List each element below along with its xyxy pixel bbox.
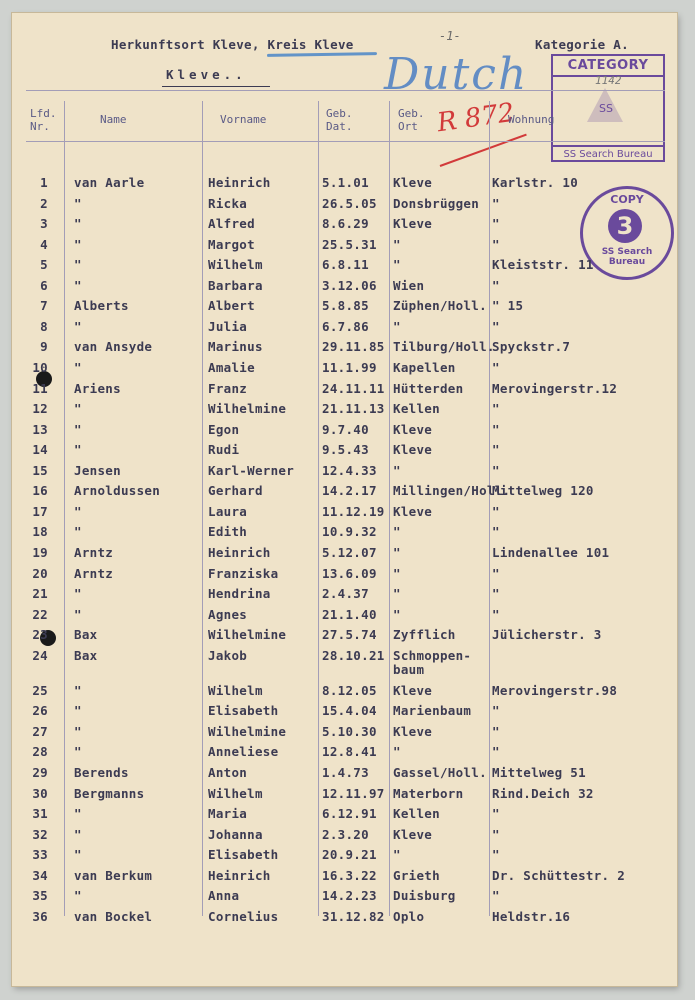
row-number: 16 [32,483,48,499]
table-row [12,627,677,647]
row-birth-place: " [393,744,401,760]
row-surname: " [74,442,82,458]
table-row [12,319,677,339]
table-row [12,504,677,524]
row-surname: Bax [74,627,98,643]
row-address: " [492,806,500,822]
table-row [12,339,677,359]
row-surname: " [74,682,82,698]
row-birth-place: " [393,565,401,581]
row-birth-place: Kapellen [393,360,456,375]
row-surname: " [74,723,82,739]
row-number: 15 [32,462,48,478]
row-surname: " [74,360,82,375]
row-first-name: Heinrich [208,175,271,190]
row-number: 30 [32,785,48,801]
row-birth-place: " [393,847,401,863]
row-surname: " [74,888,82,904]
copy-stamp-bureau: SS Search Bureau [601,247,653,267]
row-birth-place: Kleve [393,503,433,519]
row-address: Heldstr.16 [492,908,571,924]
row-birth-place: Kellen [393,806,440,822]
row-address: " [492,277,500,293]
row-first-name: Amalie [208,360,255,375]
row-surname: " [74,744,82,760]
row-number: 22 [32,606,48,622]
table-row [12,237,677,257]
row-first-name: Hendrina [208,586,271,601]
column-header-geb-dat: Geb. Dat. [326,107,353,133]
row-birth-date: 28.10.21 [322,647,385,663]
row-birth-place: Oplo [393,908,425,924]
row-birth-place: " [393,318,401,334]
table-row [12,724,677,744]
copy-stamp-label: COPY [610,193,644,206]
row-address: " [492,442,500,458]
row-birth-place: Kleve [393,682,433,698]
row-number: 32 [32,826,48,842]
row-birth-date: 9.5.43 [322,442,369,458]
row-birth-date: 24.11.11 [322,380,385,396]
row-first-name: Heinrich [208,867,271,883]
row-number: 23 [32,627,48,643]
row-birth-place: " [393,544,401,560]
row-number: 21 [32,586,48,601]
row-surname: " [74,421,82,437]
row-surname: Jensen [74,462,121,478]
row-number: 29 [32,765,48,780]
table-row [12,298,677,318]
row-birth-date: 6.7.86 [322,318,369,334]
row-number: 28 [32,744,48,760]
row-birth-place: Zyfflich [393,627,456,643]
row-address: Lindenallee 101 [492,544,610,560]
row-first-name: Gerhard [208,483,263,499]
row-birth-date: 8.6.29 [322,216,369,232]
row-number: 20 [32,565,48,581]
row-birth-place: Kleve [393,421,433,437]
table-row [12,422,677,442]
row-first-name: Wilhelm [208,257,263,273]
row-address: " [492,847,500,863]
row-birth-date: 16.3.22 [322,867,377,883]
row-first-name: Anna [208,888,240,904]
category-label: Kategorie A. [535,37,629,52]
row-surname: " [74,277,82,293]
column-header-nr: Lfd. Nr. [30,107,57,133]
place-title: Kleve.. [166,67,247,82]
row-address: Spyckstr.7 [492,339,571,355]
row-address: " [492,195,500,211]
row-first-name: Rudi [208,442,240,458]
row-address: " 15 [492,298,524,314]
row-surname: Arntz [74,544,114,560]
row-first-name: Heinrich [208,544,271,560]
row-birth-place: " [393,257,401,273]
row-surname: " [74,257,82,273]
place-title-underline [162,86,270,87]
row-birth-date: 27.5.74 [322,627,377,643]
row-surname: " [74,826,82,842]
row-address: " [492,421,500,437]
row-first-name: Albert [208,298,255,314]
table-header-rule [26,141,665,142]
row-address: Mittelweg 51 [492,765,586,780]
copy-stamp-number: 3 [608,209,642,243]
row-birth-place: Duisburg [393,888,456,904]
row-number: 17 [32,503,48,519]
table-row [12,888,677,908]
table-row [12,607,677,627]
row-birth-place: " [393,462,401,478]
row-first-name: Johanna [208,826,263,842]
stamp-pencil-note: 1142 [595,74,622,87]
table-row [12,566,677,586]
table-row [12,703,677,723]
row-first-name: Karl-Werner [208,462,295,478]
row-birth-place: " [393,236,401,252]
row-first-name: Franz [208,380,248,396]
row-address: Merovingerstr.98 [492,682,618,698]
row-birth-date: 3.12.06 [322,277,377,293]
row-first-name: Ricka [208,195,248,211]
row-birth-date: 21.11.13 [322,401,385,417]
row-address: " [492,606,500,622]
table-row [12,765,677,785]
row-birth-date: 5.8.85 [322,298,369,314]
row-birth-place: Tilburg/Holl. [393,339,495,355]
table-row [12,175,677,195]
table-row [12,483,677,503]
table-row [12,868,677,888]
row-birth-date: 1.4.73 [322,765,369,780]
row-number: 5 [40,257,48,273]
row-birth-date: 26.5.05 [322,195,377,211]
row-address: " [492,744,500,760]
stamp-ss-mark: SS [599,102,613,115]
red-pencil-stroke [440,134,527,167]
row-address: " [492,888,500,904]
row-number: 24 [32,647,48,663]
row-address: " [492,524,500,540]
row-birth-date: 9.7.40 [322,421,369,437]
table-row [12,257,677,277]
column-header-wohnung: Wohnung [508,113,555,126]
row-address: " [492,401,500,417]
row-birth-date: 6.12.91 [322,806,377,822]
row-first-name: Elisabeth [208,847,279,863]
row-birth-place: Kleve [393,723,433,739]
row-first-name: Anton [208,765,248,780]
row-first-name: Wilhelmine [208,401,287,417]
row-first-name: Wilhelm [208,682,263,698]
row-birth-place: Züphen/Holl. [393,298,487,314]
row-number: 12 [32,401,48,417]
table-row [12,909,677,929]
table-row [12,381,677,401]
row-birth-place: Gassel/Holl. [393,765,487,780]
row-birth-date: 20.9.21 [322,847,377,863]
row-number: 25 [32,682,48,698]
row-birth-place: Marienbaum [393,703,472,719]
row-first-name: Marinus [208,339,263,355]
table-row [12,524,677,544]
row-surname: van Bockel [74,908,153,924]
row-number: 11 [32,380,48,396]
row-first-name: Alfred [208,216,255,232]
row-first-name: Edith [208,524,248,540]
row-birth-date: 12.4.33 [322,462,377,478]
row-first-name: Franziska [208,565,279,581]
row-number: 33 [32,847,48,863]
row-number: 4 [40,236,48,252]
row-address: Mittelweg 120 [492,483,594,499]
row-birth-date: 12.11.97 [322,785,385,801]
row-birth-place: Kleve [393,826,433,842]
table-row [12,586,677,606]
row-number: 18 [32,524,48,540]
row-number: 36 [32,908,48,924]
row-first-name: Elisabeth [208,703,279,719]
row-first-name: Margot [208,236,255,252]
row-birth-date: 14.2.23 [322,888,377,904]
row-birth-date: 12.8.41 [322,744,377,760]
row-address: " [492,462,500,478]
row-surname: " [74,503,82,519]
row-surname: van Berkum [74,867,153,883]
row-birth-place: Hütterden [393,380,464,396]
row-first-name: Cornelius [208,908,279,924]
document-page [12,13,677,986]
category-stamp [551,54,665,162]
row-surname: Arnoldussen [74,483,161,499]
row-birth-date: 25.5.31 [322,236,377,252]
row-address: Jülicherstr. 3 [492,627,602,643]
row-surname: van Aarle [74,175,145,190]
row-number: 8 [40,318,48,334]
column-header-geb-ort: Geb. Ort [398,107,425,133]
table-row [12,360,677,380]
row-first-name: Agnes [208,606,248,622]
row-first-name: Egon [208,421,240,437]
table-row [12,401,677,421]
row-address: " [492,565,500,581]
row-birth-date: 2.4.37 [322,586,369,601]
row-birth-place: Millingen/Holl. [393,483,511,499]
row-birth-date: 15.4.04 [322,703,377,719]
table-row [12,662,677,682]
row-surname: Arntz [74,565,114,581]
row-number: 1 [40,175,48,190]
table-row [12,847,677,867]
row-number: 2 [40,195,48,211]
table-top-rule [26,90,665,91]
row-surname: " [74,806,82,822]
row-birth-date: 8.12.05 [322,682,377,698]
row-surname: " [74,847,82,863]
row-address: Karlstr. 10 [492,175,579,190]
row-first-name: Wilhelm [208,785,263,801]
row-address: " [492,723,500,739]
row-birth-date: 2.3.20 [322,826,369,842]
row-surname: " [74,606,82,622]
row-birth-date: 21.1.40 [322,606,377,622]
table-row [12,786,677,806]
row-surname: " [74,236,82,252]
row-first-name: Maria [208,806,248,822]
row-number: 26 [32,703,48,719]
row-address: Dr. Schüttestr. 2 [492,867,626,883]
row-surname: " [74,401,82,417]
row-address: Kleiststr. 11 [492,257,594,273]
row-surname: Berends [74,765,129,780]
row-surname: van Ansyde [74,339,153,355]
row-number: 31 [32,806,48,822]
row-birth-date: 31.12.82 [322,908,385,924]
row-surname: " [74,524,82,540]
row-birth-date: 10.9.32 [322,524,377,540]
table-row [12,806,677,826]
row-surname: " [74,195,82,211]
row-address: Rind.Deich 32 [492,785,594,801]
row-birth-date: 11.12.19 [322,503,385,519]
table-row [12,545,677,565]
row-address: " [492,236,500,252]
row-birth-place: Kleve [393,442,433,458]
row-birth-date: 14.2.17 [322,483,377,499]
row-birth-place: Donsbrüggen [393,195,480,211]
row-birth-place: Schmoppen- [393,647,472,663]
row-address: " [492,318,500,334]
row-surname: " [74,703,82,719]
row-birth-place: Wien [393,277,425,293]
row-address: " [492,586,500,601]
table-row [12,216,677,236]
row-birth-place: " [393,606,401,622]
row-birth-place: Materborn [393,785,464,801]
row-first-name: Barbara [208,277,263,293]
row-address: " [492,503,500,519]
row-number: 3 [40,216,48,232]
row-surname: Bax [74,647,98,663]
row-number: 34 [32,867,48,883]
row-birth-date: 5.1.01 [322,175,369,190]
row-birth-place: baum [393,662,425,678]
row-birth-place: Grieth [393,867,440,883]
table-row [12,196,677,216]
row-surname: " [74,216,82,232]
row-address: Merovingerstr.12 [492,380,618,396]
row-birth-place: Kleve [393,175,433,190]
column-header-name: Name [100,113,127,126]
row-first-name: Wilhelmine [208,627,287,643]
row-birth-date: 29.11.85 [322,339,385,355]
row-birth-place: Kellen [393,401,440,417]
row-birth-date: 6.8.11 [322,257,369,273]
row-number: 27 [32,723,48,739]
table-row [12,463,677,483]
row-surname: Bergmanns [74,785,145,801]
row-number: 10 [32,360,48,375]
row-birth-date: 5.12.07 [322,544,377,560]
row-surname: Alberts [74,298,129,314]
blue-pencil-underline [267,52,377,57]
row-address: " [492,703,500,719]
handwritten-dutch-annotation: Dutch [384,49,529,100]
row-address: " [492,360,500,375]
row-number: 19 [32,544,48,560]
row-address: " [492,216,500,232]
row-number: 6 [40,277,48,293]
table-row [12,827,677,847]
pencil-page-number: -1- [439,29,461,43]
row-first-name: Jakob [208,647,248,663]
row-first-name: Laura [208,503,248,519]
category-stamp-title: CATEGORY [553,58,663,77]
row-number: 35 [32,888,48,904]
row-first-name: Julia [208,318,248,334]
row-number: 9 [40,339,48,355]
table-row [12,683,677,703]
row-birth-place: " [393,524,401,540]
row-surname: " [74,318,82,334]
row-number: 14 [32,442,48,458]
category-stamp-bureau: SS Search Bureau [553,145,663,160]
table-row [12,278,677,298]
row-number: 7 [40,298,48,314]
row-surname: " [74,586,82,601]
table-row [12,744,677,764]
row-first-name: Anneliese [208,744,279,760]
row-birth-date: 11.1.99 [322,360,377,375]
row-birth-date: 13.6.09 [322,565,377,581]
column-header-vorname: Vorname [220,113,267,126]
row-address: " [492,826,500,842]
handwritten-reference-number: R 872 [435,97,517,139]
row-first-name: Wilhelmine [208,723,287,739]
row-birth-date: 5.10.30 [322,723,377,739]
row-birth-place: " [393,586,401,601]
row-birth-place: Kleve [393,216,433,232]
row-number: 13 [32,421,48,437]
origin-header: Herkunftsort Kleve, Kreis Kleve [111,37,354,52]
row-surname: Ariens [74,380,121,396]
table-row [12,442,677,462]
